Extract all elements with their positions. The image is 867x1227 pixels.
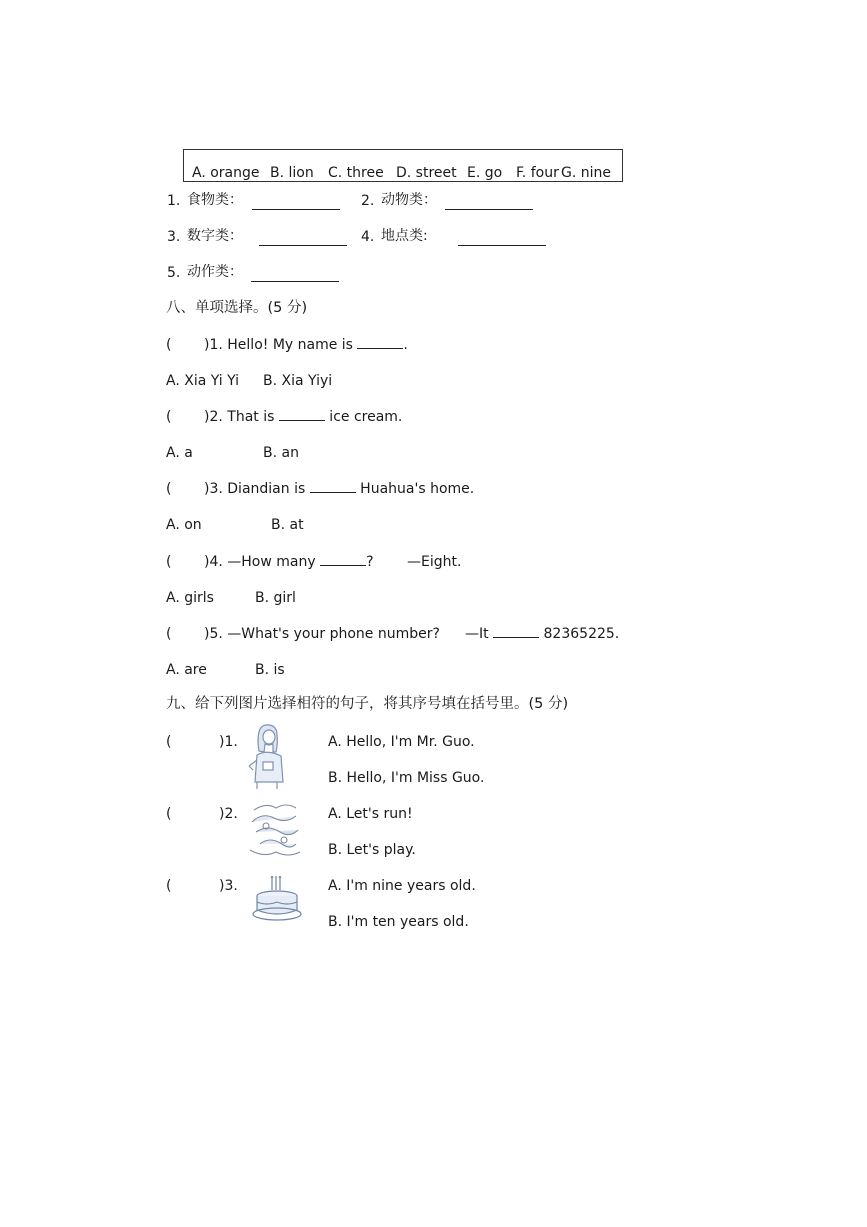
woman-teacher-picture	[243, 722, 291, 790]
option-8-5-b: B. is	[255, 662, 285, 678]
answer-paren-8-4[interactable]: (	[166, 554, 172, 570]
answer-blank-food[interactable]	[252, 208, 340, 210]
question-8-2-stem: )2. That is ice cream.	[204, 409, 403, 425]
classify-label-action: 动作类：	[187, 264, 243, 280]
answer-blank-place[interactable]	[458, 244, 546, 246]
question-8-1-stem: )1. Hello! My name is .	[204, 337, 408, 353]
option-9-2-b: B. Let's play.	[328, 842, 416, 858]
option-8-2-a: A. a	[166, 445, 193, 461]
word-option-e: E. go	[467, 165, 503, 181]
classify-label-number: 数字类：	[187, 228, 243, 244]
answer-paren-8-3[interactable]: (	[166, 481, 172, 497]
option-8-5-a: A. are	[166, 662, 207, 678]
classify-label-animal: 动物类：	[381, 192, 437, 208]
option-9-1-b: B. Hello, I'm Miss Guo.	[328, 770, 485, 786]
fill-blank	[320, 564, 366, 566]
question-8-4-reply: —Eight.	[407, 554, 462, 570]
word-option-c: C. three	[328, 165, 384, 181]
classify-label-food: 食物类：	[187, 192, 243, 208]
classify-label-place: 地点类:	[381, 228, 428, 244]
answer-blank-animal[interactable]	[445, 208, 533, 210]
question-9-3-num: )3.	[219, 878, 238, 894]
option-8-1-b: B. Xia Yiyi	[263, 373, 333, 389]
section-8-title: 八、单项选择。(5 分)	[166, 300, 308, 316]
fill-blank	[310, 491, 356, 493]
section-9-title: 九、给下列图片选择相符的句子，将其序号填在括号里。(5 分)	[166, 696, 569, 712]
word-option-a: A. orange	[192, 165, 260, 181]
dragon-picture	[246, 800, 304, 860]
classify-num-1: 1.	[167, 193, 181, 209]
word-option-b: B. lion	[270, 165, 314, 181]
birthday-cake-picture	[250, 874, 304, 924]
classify-num-3: 3.	[167, 229, 181, 245]
question-8-5-stem: )5. —What's your phone number?	[204, 626, 440, 642]
classify-num-5: 5.	[167, 265, 181, 281]
answer-blank-number[interactable]	[259, 244, 347, 246]
option-8-3-a: A. on	[166, 517, 202, 533]
word-option-f: F. four	[516, 165, 559, 181]
option-9-1-a: A. Hello, I'm Mr. Guo.	[328, 734, 475, 750]
answer-paren-8-1[interactable]: (	[166, 337, 172, 353]
answer-paren-8-5[interactable]: (	[166, 626, 172, 642]
question-8-3-stem: )3. Diandian is Huahua's home.	[204, 481, 475, 497]
word-option-g: G. nine	[561, 165, 611, 181]
answer-paren-9-1[interactable]: (	[166, 734, 172, 750]
classify-num-2: 2.	[361, 193, 375, 209]
option-8-2-b: B. an	[263, 445, 299, 461]
answer-paren-9-3[interactable]: (	[166, 878, 172, 894]
option-8-4-b: B. girl	[255, 590, 296, 606]
answer-paren-9-2[interactable]: (	[166, 806, 172, 822]
question-9-1-num: )1.	[219, 734, 238, 750]
option-9-2-a: A. Let's run!	[328, 806, 413, 822]
question-8-5-reply: —It 82365225.	[465, 626, 620, 642]
fill-blank	[279, 419, 325, 421]
fill-blank	[493, 636, 539, 638]
classify-num-4: 4.	[361, 229, 375, 245]
question-8-4-stem: )4. —How many ?	[204, 554, 374, 570]
answer-paren-8-2[interactable]: (	[166, 409, 172, 425]
option-8-3-b: B. at	[271, 517, 304, 533]
question-9-2-num: )2.	[219, 806, 238, 822]
option-8-1-a: A. Xia Yi Yi	[166, 373, 240, 389]
option-8-4-a: A. girls	[166, 590, 214, 606]
word-option-d: D. street	[396, 165, 457, 181]
option-9-3-b: B. I'm ten years old.	[328, 914, 469, 930]
option-9-3-a: A. I'm nine years old.	[328, 878, 476, 894]
answer-blank-action[interactable]	[251, 280, 339, 282]
fill-blank	[357, 347, 403, 349]
